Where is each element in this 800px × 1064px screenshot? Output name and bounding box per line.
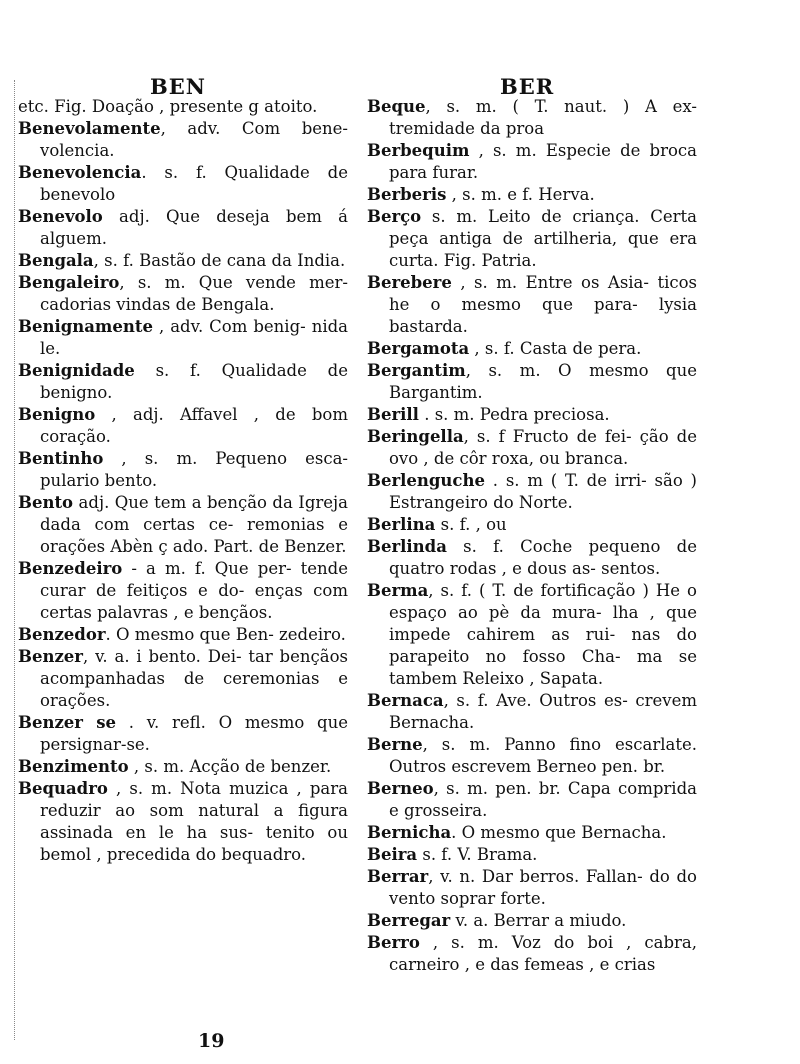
dictionary-entry — [18, 778, 348, 866]
entry-headword: Berebere — [367, 273, 452, 292]
dictionary-entry — [18, 118, 348, 162]
dictionary-entry — [18, 250, 348, 272]
entry-definition: , s. f Fructo de fei- ção de ovo , de côr roxa, ou branca. — [389, 427, 697, 468]
dictionary-entry — [18, 756, 348, 778]
entry-definition: , s. m. Que vende mer- cadorias vindas de Bengala. — [40, 273, 348, 314]
dictionary-entry — [18, 162, 348, 206]
entry-definition: adj. Que deseja bem á alguem. — [40, 207, 348, 248]
entry-headword: Bequadro — [18, 779, 108, 798]
dictionary-entry — [367, 536, 697, 580]
entry-definition: , s. m. ( T. naut. ) A ex- tremidade da proa — [389, 97, 697, 138]
dictionary-entry — [367, 404, 697, 426]
dictionary-entry — [367, 206, 697, 272]
entry-headword: Bernicha — [367, 823, 452, 842]
entry-definition: etc. Fig. Doação , presente g atoito. — [18, 97, 318, 116]
entry-definition: , s. m. Nota muzica , para reduzir ao som natural a figura assinada en le ha sus- tenito ou bemol , precedida do bequadro. — [40, 779, 348, 864]
entry-definition: , adv. Com benig- nida le. — [40, 317, 348, 358]
entry-definition: s. f. Coche pequeno de quatro rodas , e dous as- sentos. — [389, 537, 697, 578]
dictionary-entry — [367, 910, 697, 932]
entry-headword: Benignamente — [18, 317, 154, 336]
dictionary-entry — [18, 316, 348, 360]
entry-headword: Bergamota — [367, 339, 470, 358]
entry-definition: . O mesmo que Bernacha. — [451, 823, 667, 842]
dictionary-entry — [18, 558, 348, 624]
entry-definition: , s. f. Ave. Outros es- crevem Bernacha. — [389, 691, 697, 732]
entry-headword: Benzedeiro — [18, 559, 123, 578]
dictionary-entry — [18, 646, 348, 712]
dictionary-entry — [367, 866, 697, 910]
dictionary-entry — [18, 272, 348, 316]
dictionary-entry — [367, 338, 697, 360]
dictionary-entry — [18, 448, 348, 492]
entry-headword: Berlenguche — [367, 471, 485, 490]
entry-definition: , s. m. Acção de benzer. — [128, 757, 332, 776]
dictionary-entry — [367, 734, 697, 778]
entry-definition: , s. m. e f. Herva. — [446, 185, 595, 204]
entry-headword: Bentinho — [18, 449, 104, 468]
dictionary-entry — [367, 140, 697, 184]
entry-definition: , v. n. Dar berros. Fallan- do do vento soprar forte. — [389, 867, 697, 908]
dictionary-entry — [367, 470, 697, 514]
dictionary-entry — [367, 822, 697, 844]
entry-definition: , s. f. ( T. de fortificação ) He o espaço ao pè da mura- lha , que impede cahirem as rui- nas do parapeito no fosso Cha- ma se tambem Releixo , Sapata. — [389, 581, 697, 688]
entry-definition: . O mesmo que Ben- zedeiro. — [105, 625, 346, 644]
entry-headword: Berlina — [367, 515, 436, 534]
dictionary-entry — [367, 96, 697, 140]
entry-definition: , s. m. Entre os Asia- ticos he o mesmo que para- lysia bastarda. — [389, 273, 697, 336]
entry-headword: Beringella — [367, 427, 464, 446]
entry-definition: , s. m. pen. br. Capa comprida e grosseira. — [389, 779, 697, 820]
dictionary-entry — [18, 712, 348, 756]
entry-headword: Berberis — [367, 185, 447, 204]
entry-headword: Berço — [367, 207, 422, 226]
entry-headword: Bernaca — [367, 691, 444, 710]
entry-headword: Benevolamente — [18, 119, 161, 138]
entry-definition: - a m. f. Que per- tende curar de feitiços e do- enças com certas palavras , e bençãos. — [40, 559, 348, 622]
entry-headword: Benignidade — [18, 361, 135, 380]
entry-headword: Berregar — [367, 911, 451, 930]
header-left: BEN — [150, 74, 206, 99]
entry-headword: Bengaleiro — [18, 273, 120, 292]
dictionary-entry — [367, 360, 697, 404]
dictionary-entry — [367, 514, 697, 536]
entry-headword: Benzer — [18, 647, 84, 666]
entry-definition: . s. f. Qualidade de benevolo — [40, 163, 348, 204]
gutter-margin — [0, 80, 15, 1040]
entry-definition: v. a. Berrar a miudo. — [450, 911, 627, 930]
entry-headword: Benevolencia — [18, 163, 142, 182]
entry-definition: . s. m. Pedra preciosa. — [418, 405, 610, 424]
entry-headword: Benevolo — [18, 207, 103, 226]
entry-headword: Benzedor — [18, 625, 106, 644]
entry-headword: Berill — [367, 405, 419, 424]
entry-headword: Bento — [18, 493, 74, 512]
entry-definition: , s. m. Panno fino escarlate. Outros escrevem Berneo pen. br. — [389, 735, 697, 776]
entry-definition: . s. m ( T. de irri- são ) Estrangeiro do Norte. — [389, 471, 697, 512]
entry-headword: Berrar — [367, 867, 429, 886]
entry-headword: Berbequim — [367, 141, 470, 160]
entry-headword: Berneo — [367, 779, 434, 798]
entry-headword: Bengala — [18, 251, 94, 270]
dictionary-entry — [18, 206, 348, 250]
entry-headword: Benzer se — [18, 713, 117, 732]
dictionary-entry — [367, 426, 697, 470]
entry-definition: s. f. , ou — [435, 515, 507, 534]
entry-definition: , adv. Com bene- volencia. — [40, 119, 348, 160]
entry-definition: s. f. V. Brama. — [417, 845, 538, 864]
entry-headword: Beque — [367, 97, 426, 116]
entry-definition: , s. m. O mesmo que Bargantim. — [389, 361, 697, 402]
entry-headword: Benigno — [18, 405, 96, 424]
dictionary-entry — [367, 184, 697, 206]
dictionary-entry — [18, 492, 348, 558]
entry-definition: s. f. Qualidade de benigno. — [40, 361, 348, 402]
entry-definition: , adj. Affavel , de bom coração. — [40, 405, 348, 446]
entry-headword: Beira — [367, 845, 418, 864]
entry-definition: , s. m. Especie de broca para furar. — [389, 141, 697, 182]
entry-definition: , s. f. Bastão de cana da India. — [93, 251, 346, 270]
dictionary-entry — [367, 272, 697, 338]
dictionary-entry — [367, 844, 697, 866]
entry-definition: adj. Que tem a benção da Igreja dada com certas ce- remonias e orações Abèn ç ado. Part. de Benzer. — [40, 493, 348, 556]
right-column — [367, 96, 697, 976]
dictionary-entry — [367, 580, 697, 690]
entry-headword: Bergantim — [367, 361, 466, 380]
left-column — [18, 96, 348, 866]
dictionary-entry — [367, 690, 697, 734]
dictionary-entry — [18, 360, 348, 404]
entry-definition: , s. m. Voz do boi , cabra, carneiro , e das femeas , e crias — [389, 933, 697, 974]
entry-definition: s. m. Leito de criança. Certa peça antiga de artilheria, que era curta. Fig. Patria. — [389, 207, 697, 270]
entry-headword: Berma — [367, 581, 429, 600]
entry-definition: . v. refl. O mesmo que persignar-se. — [40, 713, 348, 754]
entry-headword: Berro — [367, 933, 420, 952]
entry-definition: , v. a. i bento. Dei- tar bençãos acompanhadas de ceremonias e orações. — [40, 647, 348, 710]
page-number: 19 — [198, 1030, 225, 1052]
entry-definition: , s. m. Pequeno esca- pulario bento. — [40, 449, 348, 490]
entry-headword: Berlinda — [367, 537, 447, 556]
dictionary-entry — [18, 624, 348, 646]
entry-definition: , s. f. Casta de pera. — [469, 339, 642, 358]
dictionary-entry — [367, 932, 697, 976]
dictionary-entry — [18, 404, 348, 448]
entry-headword: Benzimento — [18, 757, 129, 776]
entry-headword: Berne — [367, 735, 423, 754]
header-right: BER — [500, 74, 555, 99]
dictionary-entry — [18, 96, 348, 118]
dictionary-entry — [367, 778, 697, 822]
